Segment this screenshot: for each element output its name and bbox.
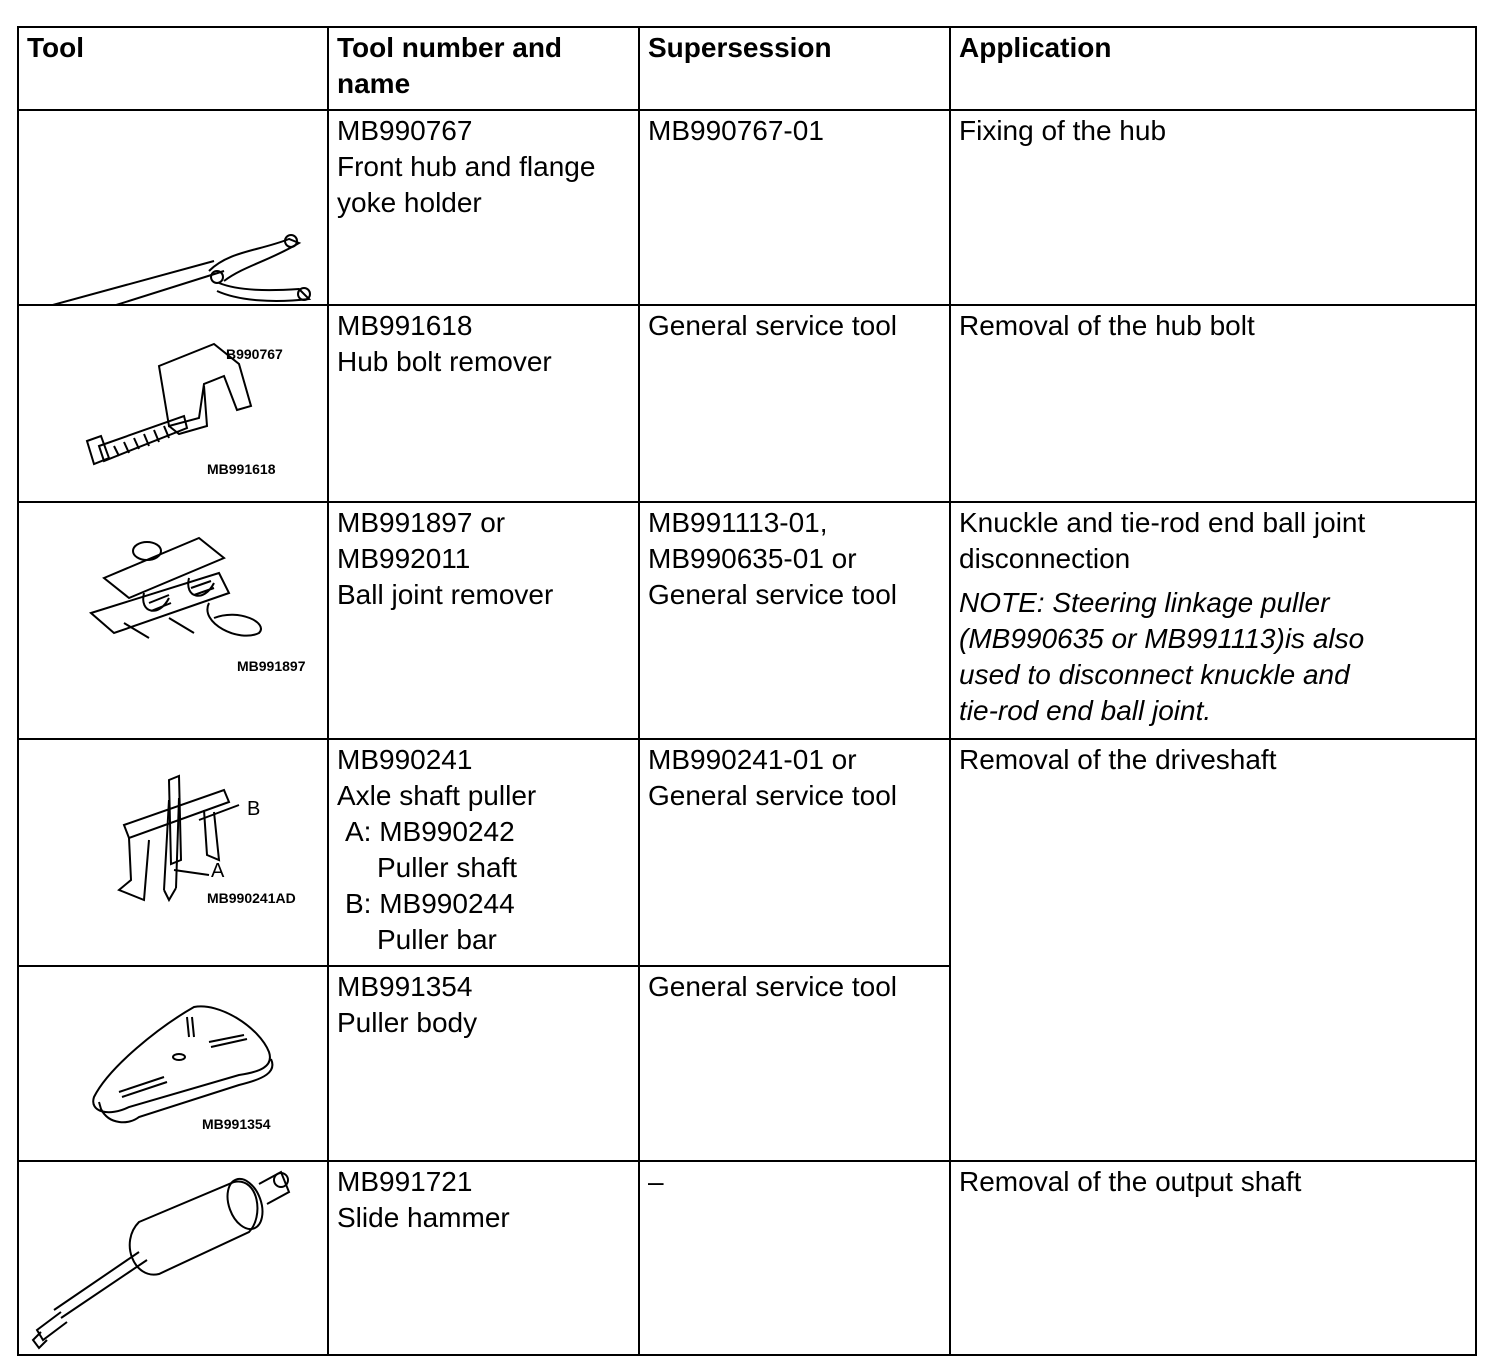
- note-line: (MB990635 or MB991113)is also: [959, 623, 1365, 654]
- table-row: [18, 502, 1476, 739]
- figure-label: MB991354: [202, 1116, 271, 1132]
- hub-bolt-remover-illustration: [19, 306, 327, 501]
- application-note: [959, 585, 1467, 729]
- supersession-line: –: [648, 1166, 664, 1197]
- supersession-line: General service tool: [648, 971, 898, 1002]
- application-cell: [950, 1161, 1476, 1355]
- tool-name-line: Hub bolt remover: [337, 346, 552, 377]
- supersession-cell: [639, 1161, 950, 1355]
- tool-illustration-cell: [18, 305, 328, 502]
- tool-name-line: Puller body: [337, 1007, 478, 1038]
- part-label: B: MB990244: [345, 888, 515, 919]
- table-row: [18, 1161, 1476, 1355]
- application-text: Removal of the driveshaft: [959, 744, 1277, 775]
- ball-joint-remover-illustration: [19, 503, 327, 738]
- tool-name-line: yoke holder: [337, 187, 482, 218]
- supersession-line: MB991113-01,: [648, 507, 828, 538]
- tool-name-line: Axle shaft puller: [337, 780, 537, 811]
- slide-hammer-illustration: [19, 1162, 327, 1354]
- part-name: Puller shaft: [377, 852, 518, 883]
- tool-number: MB991354: [337, 971, 473, 1002]
- header-application: Application: [950, 27, 1476, 110]
- special-tools-table: [17, 26, 1477, 1356]
- application-cell: [950, 502, 1476, 739]
- supersession-line: MB990767-01: [648, 115, 824, 146]
- tool-number: MB991897 or: [337, 507, 506, 538]
- supersession-cell: [639, 739, 950, 966]
- figure-label: MB991618: [207, 461, 276, 477]
- application-line: disconnection: [959, 543, 1131, 574]
- tool-illustration-cell: [18, 739, 328, 966]
- supersession-cell: [639, 966, 950, 1161]
- table-row: [18, 110, 1476, 305]
- puller-body-illustration: [19, 967, 327, 1160]
- table-row: [18, 305, 1476, 502]
- application-cell: [950, 739, 1476, 1161]
- application-line: Knuckle and tie-rod end ball joint: [959, 507, 1366, 538]
- callout-b: B: [247, 798, 261, 820]
- supersession-line: MB990241-01 or: [648, 744, 857, 775]
- tool-illustration-cell: [18, 966, 328, 1161]
- header-tool-number-and-name: Tool number and name: [328, 27, 639, 110]
- header-tool: Tool: [18, 27, 328, 110]
- application-text: Fixing of the hub: [959, 115, 1167, 146]
- application-cell: [950, 110, 1476, 305]
- figure-label: MB991897: [237, 658, 306, 674]
- supersession-cell: [639, 502, 950, 739]
- application-text: Removal of the output shaft: [959, 1166, 1302, 1197]
- note-line: used to disconnect knuckle and: [959, 659, 1350, 690]
- table-row: [18, 739, 1476, 966]
- header-supersession: Supersession: [639, 27, 950, 110]
- tool-number-name-cell: [328, 739, 639, 966]
- note-line: tie-rod end ball joint.: [959, 695, 1212, 726]
- supersession-line: General service tool: [648, 310, 898, 341]
- tool-number: MB990241: [337, 744, 473, 775]
- part-label: A: MB990242: [345, 816, 515, 847]
- application-cell: [950, 305, 1476, 502]
- tool-number: MB991618: [337, 310, 473, 341]
- callout-a: A: [211, 860, 225, 882]
- supersession-cell: [639, 110, 950, 305]
- tool-illustration-cell: [18, 1161, 328, 1355]
- supersession-line: MB990635-01 or: [648, 543, 857, 574]
- tool-name-line: Slide hammer: [337, 1202, 510, 1233]
- note-line: NOTE: Steering linkage puller: [959, 587, 1330, 618]
- tool-number-name-cell: [328, 110, 639, 305]
- hub-holder-illustration: [19, 111, 327, 304]
- tool-number: MB991721: [337, 1166, 473, 1197]
- tool-number: MB990767: [337, 115, 473, 146]
- part-name: Puller bar: [377, 924, 497, 955]
- tool-illustration-cell: [18, 110, 328, 362]
- supersession-cell: [639, 305, 950, 502]
- tool-name-line: MB992011: [337, 543, 471, 574]
- figure-label: B990767: [226, 346, 283, 362]
- supersession-line: General service tool: [648, 780, 898, 811]
- axle-shaft-puller-illustration: [19, 740, 327, 965]
- tool-number-name-cell: [328, 305, 639, 502]
- tool-name-line: Ball joint remover: [337, 579, 554, 610]
- header-row: [18, 27, 1476, 110]
- supersession-line: General service tool: [648, 579, 898, 610]
- tool-name-line: Front hub and flange: [337, 151, 596, 182]
- tool-number-name-cell: [328, 966, 639, 1161]
- figure-label: MB990241AD: [207, 890, 296, 906]
- application-text: Removal of the hub bolt: [959, 310, 1255, 341]
- tool-number-name-cell: [328, 502, 639, 739]
- tool-number-name-cell: [328, 1161, 639, 1355]
- tool-illustration-cell: [18, 502, 328, 739]
